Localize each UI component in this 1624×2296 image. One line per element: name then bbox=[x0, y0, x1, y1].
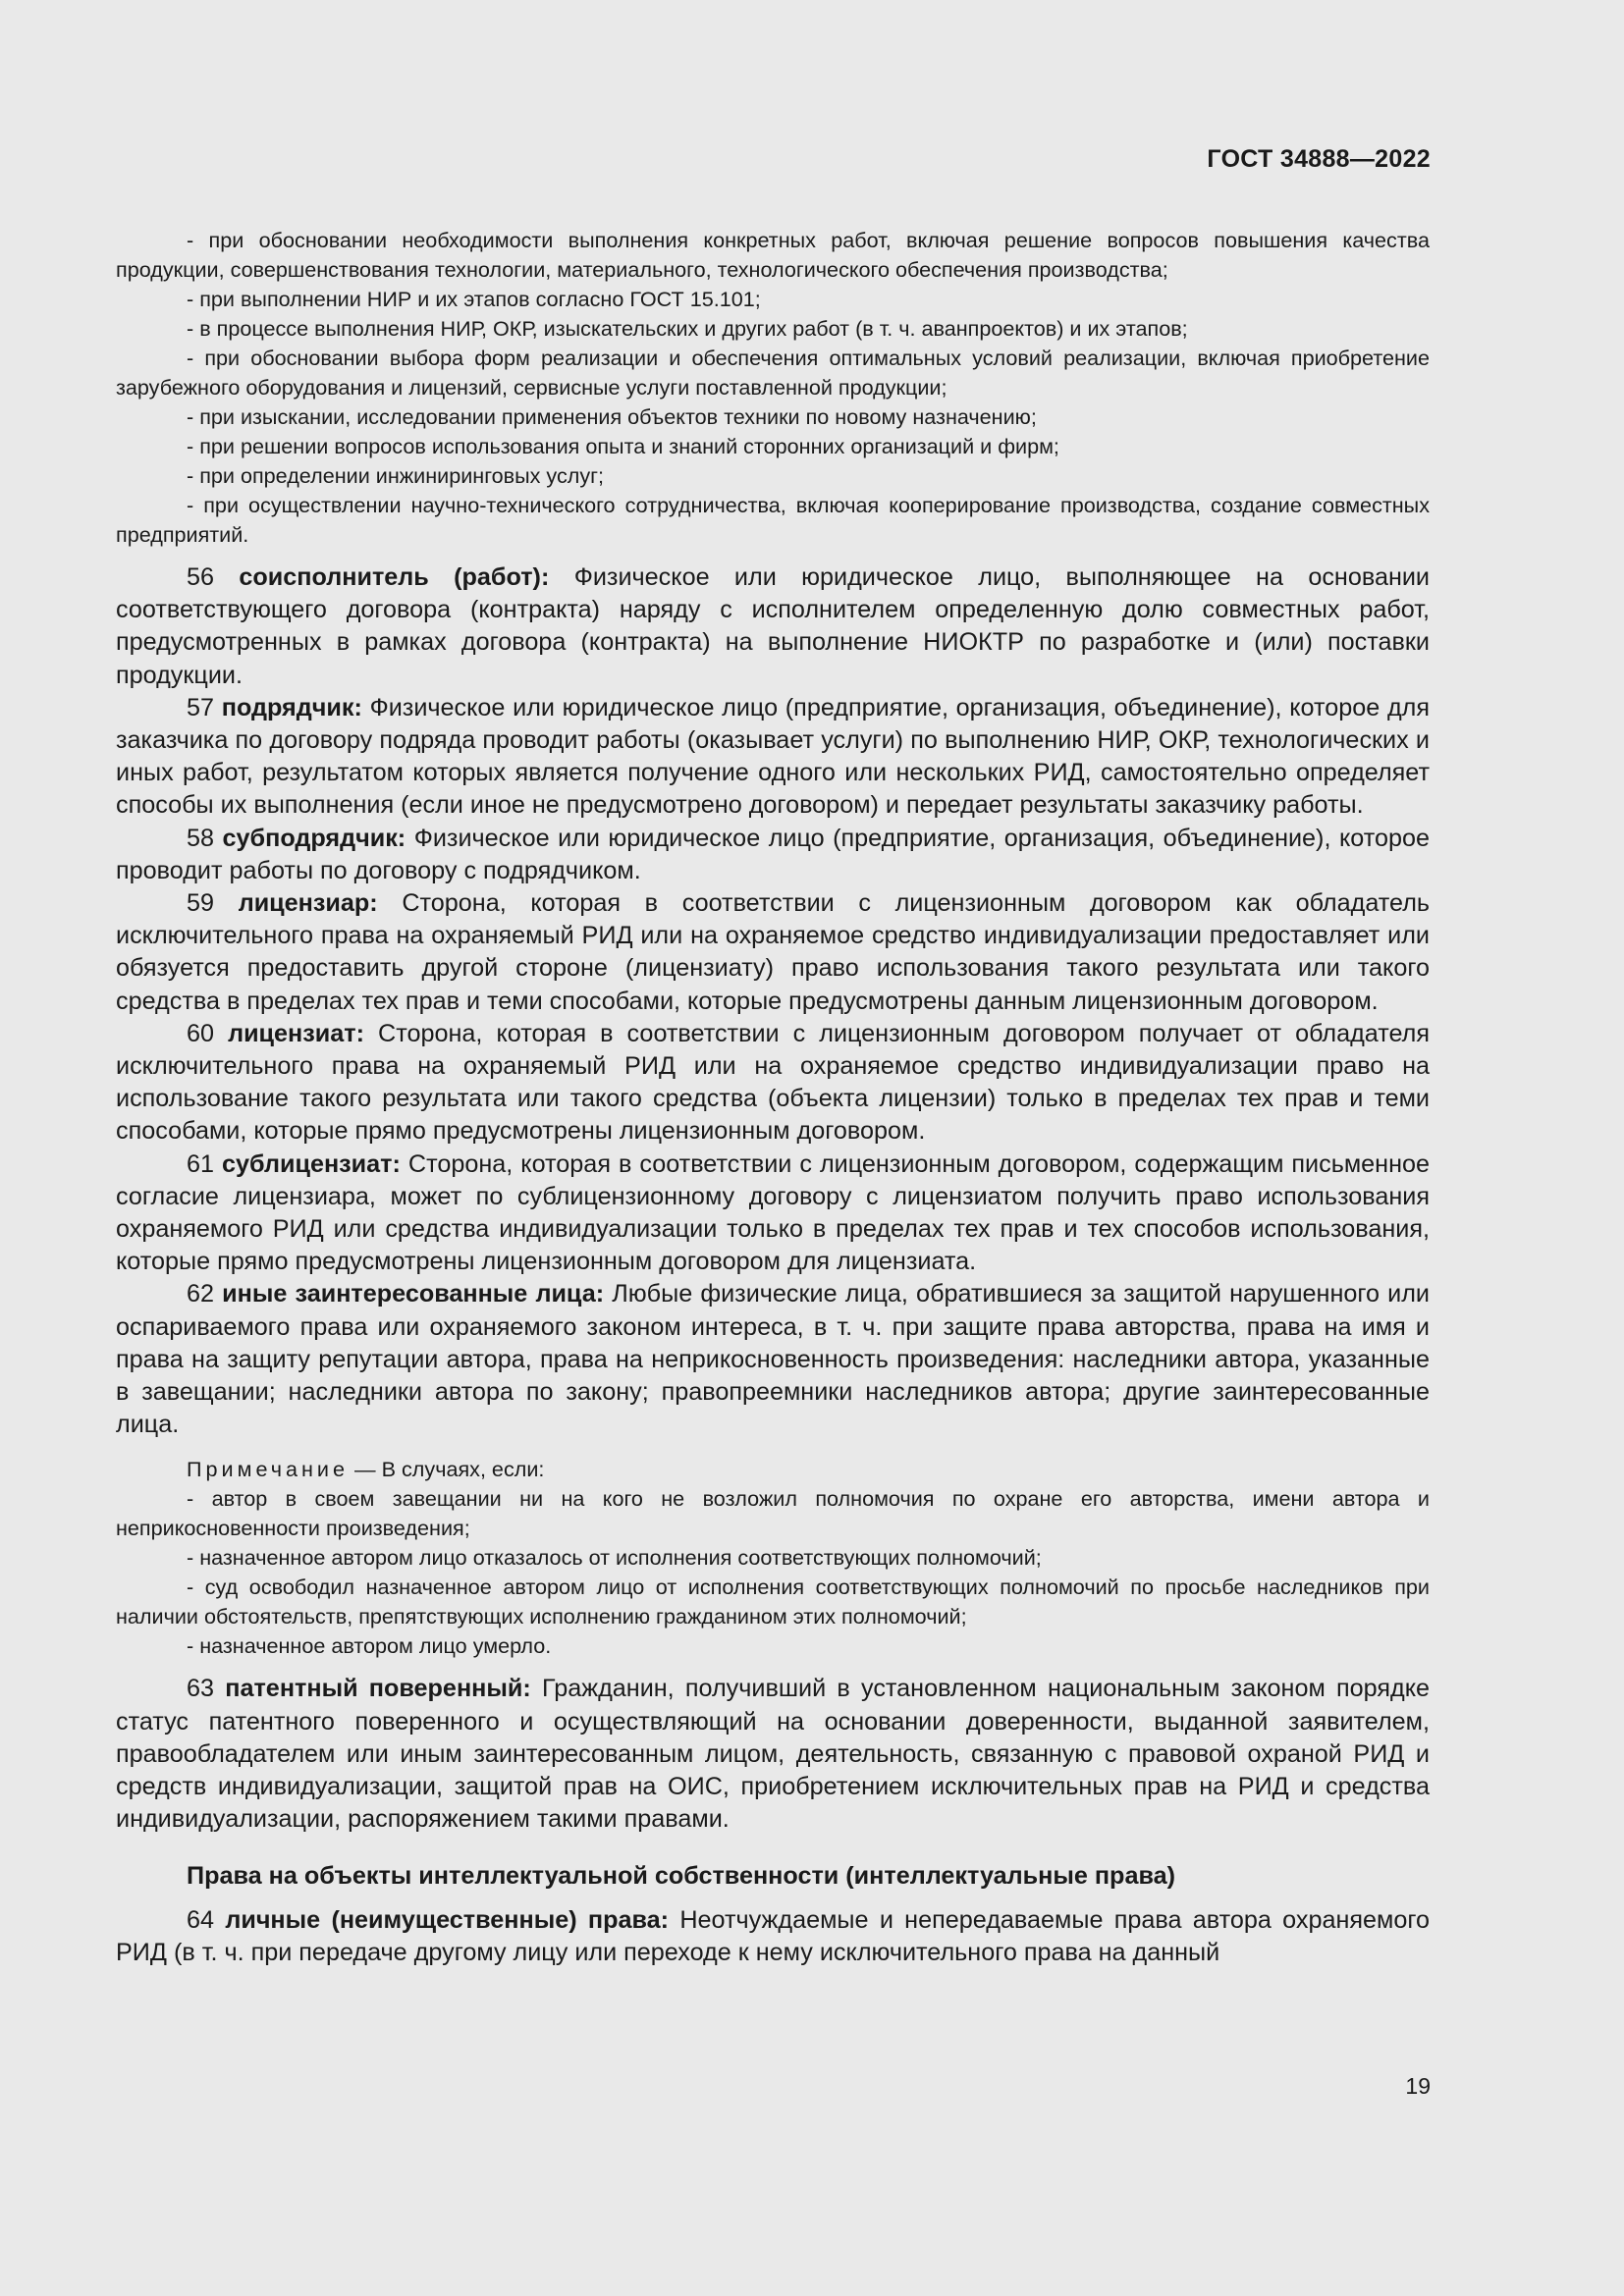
term-entry bbox=[116, 887, 1430, 1018]
term-definitions bbox=[116, 561, 1430, 1441]
term-name: соисполнитель (работ): bbox=[239, 563, 550, 591]
term-entry bbox=[116, 692, 1430, 823]
note-item: - автор в своем завещании ни на кого не возложил полномочия по охране его авторства, имени автора и неприкосновенности произведения; bbox=[116, 1486, 1430, 1541]
note-heading bbox=[116, 1455, 1430, 1484]
term-definition: Физическое или юридическое лицо (предприятие, организация, объединение), которое для заказчика по договору подряда проводит работы (оказывает услуги) по выполнению НИР, ОКР, технологических и иных работ, результатом которых является получение одного или нескольких РИД, самостоятельно определяет способы их выполнения (если иное не предусмотрено договором) и передает результаты заказчику работы. bbox=[116, 693, 1431, 820]
term-name: лицензиар: bbox=[238, 889, 378, 918]
term-definition: Сторона, которая в соответствии с лицензионным договором как обладатель исключительного права на охраняемый РИД или на охраняемое средство индивидуализации предоставляет или обязуется предоставить другой стороне (лицензиату) право использования такого результата или такого средства в пределах тех прав и теми способами, которые предусмотрены данным лицензионным договором. bbox=[116, 889, 1431, 1015]
page-number: 19 bbox=[1405, 2073, 1431, 2099]
term-definition: Гражданин, получивший в установленном национальным законом порядке статус патентного поверенного и осуществляющий на основании доверенности, выданной заявителем, правообладателем или иным заинтересованным лицом, деятельность, связанную с правовой охраной РИД и средств индивидуализации, защитой прав на ОИС, приобретением исключительных прав на РИД и средства индивидуализации, распоряжением такими правами. bbox=[116, 1675, 1431, 1834]
term-definition: Физическое или юридическое лицо (предприятие, организация, объединение), которое проводит работы по договору с подрядчиком. bbox=[116, 824, 1430, 884]
note-item: - назначенное автором лицо отказалось от исполнения соответствующих полномочий; bbox=[187, 1545, 1042, 1571]
term-definition: Любые физические лица, обратившиеся за защитой нарушенного или оспариваемого права или охраняемого законом интереса, в т. ч. при защите права авторства, права на имя и права на защиту репутации автора, права на неприкосновенность произведения: наследники автора, указанные в завещании; наследники автора по закону; правопреемники наследников автора; другие заинтересованные лица. bbox=[116, 1280, 1430, 1439]
list-item: - при изыскании, исследовании применения объектов техники по новому назначению; bbox=[187, 404, 1037, 429]
note-item: - суд освободил назначенное автором лицо от исполнения соответствующих полномочий по просьбе наследников при наличии обстоятельств, препятствующих исполнению гражданином этих полномочий; bbox=[116, 1575, 1430, 1629]
term-name: подрядчик: bbox=[221, 693, 362, 721]
term-name: иные заинтересованные лица: bbox=[222, 1280, 605, 1308]
term-definitions-2 bbox=[116, 1673, 1430, 1836]
term-entry bbox=[116, 1148, 1430, 1279]
term-entry bbox=[116, 823, 1430, 887]
term-definitions-3 bbox=[116, 1904, 1430, 1969]
term-entry bbox=[116, 1904, 1430, 1969]
term-entry bbox=[116, 1673, 1430, 1836]
term-definition: Сторона, которая в соответствии с лицензионным договором, содержащим письменное согласие лицензиара, может по сублицензионному договору с лицензиатом получить право использования охраняемого РИД или средства индивидуализации только в пределах тех прав и тех способов использования, которые прямо предусмотрены лицензионным договором для лицензиата. bbox=[116, 1149, 1431, 1276]
term-number: 58 bbox=[187, 824, 215, 852]
bullet-list bbox=[116, 226, 1430, 550]
term-name: патентный поверенный: bbox=[225, 1675, 531, 1703]
term-number: 59 bbox=[187, 889, 215, 918]
term-definition: Сторона, которая в соответствии с лицензионным договором получает от обладателя исключительного права на охраняемый РИД или на охраняемое средство индивидуализации право на использование такого результата или такого средства (объекта лицензии) только в пределах тех прав и теми способами, которые прямо предусмотрены лицензионным договором. bbox=[116, 1019, 1430, 1146]
term-number: 57 bbox=[187, 693, 215, 721]
term-entry bbox=[116, 1018, 1430, 1148]
document-code: ГОСТ 34888—2022 bbox=[1207, 145, 1431, 173]
term-name: личные (неимущественные) права: bbox=[225, 1905, 670, 1934]
term-name: субподрядчик: bbox=[222, 824, 406, 852]
section-heading: Права на объекты интеллектуальной собственности (интеллектуальные права) bbox=[187, 1861, 1175, 1890]
term-definition: Физическое или юридическое лицо, выполняющее на основании соответствующего договора (контракта) наряду с исполнителем определенную долю совместных работ, предусмотренных в рамках договора (контракта) на выполнение НИОКТР по разработке и (или) поставки продукции. bbox=[116, 563, 1430, 689]
term-definition: Неотчуждаемые и непередаваемые права автора охраняемого РИД (в т. ч. при передаче другому лицу или переходе к нему исключительного права на данный bbox=[116, 1905, 1431, 1966]
term-name: лицензиат: bbox=[228, 1019, 364, 1047]
note-label: Примечание bbox=[187, 1457, 349, 1482]
term-number: 60 bbox=[187, 1019, 215, 1047]
list-item: - при осуществлении научно-технического сотрудничества, включая кооперирование производства, создание совместных предприятий. bbox=[116, 493, 1430, 547]
list-item: - при решении вопросов использования опыта и знаний сторонних организаций и фирм; bbox=[187, 434, 1059, 458]
term-number: 56 bbox=[187, 563, 215, 591]
term-entry bbox=[116, 1278, 1430, 1441]
list-item: - при выполнении НИР и их этапов согласно ГОСТ 15.101; bbox=[187, 287, 761, 311]
note-intro: — В случаях, если: bbox=[349, 1457, 545, 1482]
page-content bbox=[116, 226, 1430, 1969]
list-item: - при определении инжиниринговых услуг; bbox=[187, 463, 605, 488]
term-number: 63 bbox=[187, 1675, 215, 1703]
term-number: 64 bbox=[187, 1905, 215, 1934]
term-number: 62 bbox=[187, 1280, 215, 1308]
note-item: - назначенное автором лицо умерло. bbox=[187, 1633, 552, 1659]
term-number: 61 bbox=[187, 1149, 215, 1178]
list-item: - в процессе выполнения НИР, ОКР, изыскательских и других работ (в т. ч. аванпроектов) и их этапов; bbox=[187, 316, 1188, 341]
term-name: сублицензиат: bbox=[222, 1149, 401, 1178]
term-entry bbox=[116, 561, 1430, 692]
note-block bbox=[116, 1455, 1430, 1661]
list-item: - при обосновании выбора форм реализации и обеспечения оптимальных условий реализации, включая приобретение зарубежного оборудования и лицензий, сервисные услуги поставленной продукции; bbox=[116, 346, 1430, 400]
list-item: - при обосновании необходимости выполнения конкретных работ, включая решение вопросов повышения качества продукции, совершенствования технологии, материального, технологического обеспечения производства; bbox=[116, 228, 1430, 282]
